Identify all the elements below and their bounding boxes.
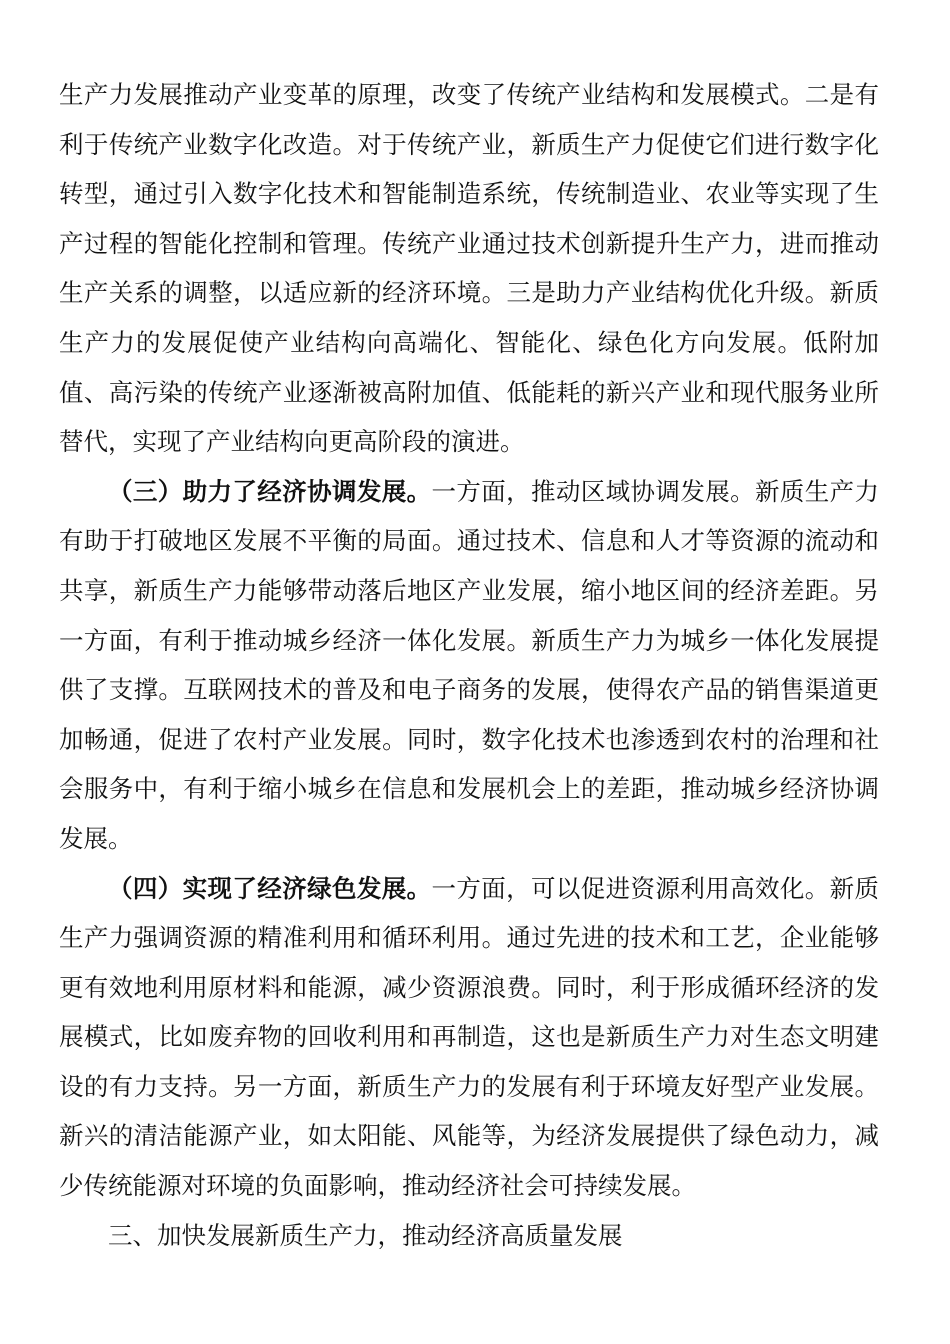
paragraph-industry-transformation <box>59 70 879 467</box>
paragraph-heading: （四）实现了经济绿色发展。 <box>108 873 432 903</box>
paragraph-coordinated-development <box>59 467 879 864</box>
section-heading: 三、加快发展新质生产力，推动经济高质量发展 <box>108 1220 623 1250</box>
paragraph-text: 一方面，推动区域协调发展。新质生产力有助于打破地区发展不平衡的局面。通过技术、信息和人才等资源的流动和共享，新质生产力能够带动落后地区产业发展，缩小地区间的经济差距。另一方面，有利于推动城乡经济一体化发展。新质生产力为城乡一体化发展提供了支撑。互联网技术的普及和电子商务的发展，使得农产品的销售渠道更加畅通，促进了农村产业发展。同时，数字化技术也渗透到农村的治理和社会服务中，有利于缩小城乡在信息和发展机会上的差距，推动城乡经济协调发展。 <box>59 476 879 853</box>
paragraph-green-development <box>59 864 879 1211</box>
document-body <box>59 70 879 1260</box>
paragraph-text: 生产力发展推动产业变革的原理，改变了传统产业结构和发展模式。二是有利于传统产业数字化改造。对于传统产业，新质生产力促使它们进行数字化转型，通过引入数字化技术和智能制造系统，传统制造业、农业等实现了生产过程的智能化控制和管理。传统产业通过技术创新提升生产力，进而推动生产关系的调整，以适应新的经济环境。三是助力产业结构优化升级。新质生产力的发展促使产业结构向高端化、智能化、绿色化方向发展。低附加值、高污染的传统产业逐渐被高附加值、低能耗的新兴产业和现代服务业所替代，实现了产业结构向更高阶段的演进。 <box>59 80 879 457</box>
paragraph-text: 一方面，可以促进资源利用高效化。新质生产力强调资源的精准利用和循环利用。通过先进的技术和工艺，企业能够更有效地利用原材料和能源，减少资源浪费。同时，利于形成循环经济的发展模式，比如废弃物的回收利用和再制造，这也是新质生产力对生态文明建设的有力支持。另一方面，新质生产力的发展有利于环境友好型产业发展。新兴的清洁能源产业，如太阳能、风能等，为经济发展提供了绿色动力，减少传统能源对环境的负面影响，推动经济社会可持续发展。 <box>59 873 879 1201</box>
paragraph-heading: （三）助力了经济协调发展。 <box>108 476 432 506</box>
